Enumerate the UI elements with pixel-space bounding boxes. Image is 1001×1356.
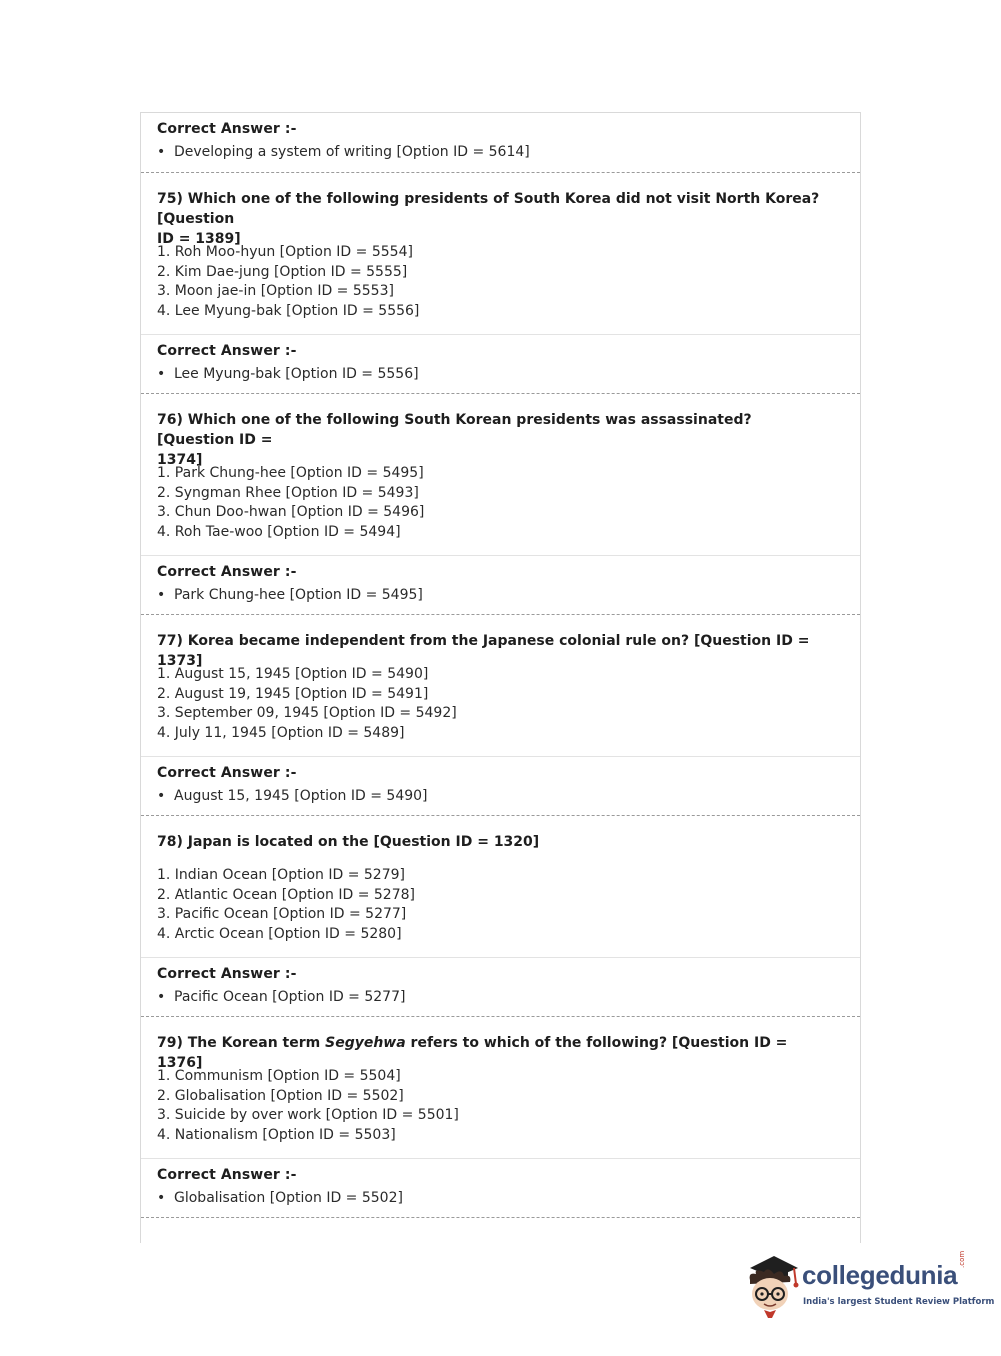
list-item: 4. Lee Myung-bak [Option ID = 5556] [157,302,420,319]
list-item: 2. Globalisation [Option ID = 5502] [157,1087,404,1104]
question-line: ID = 1389] [157,231,241,247]
question-suffix: refers to which of the following? [Question ID = 1376] [157,1035,788,1071]
question-line: 78) Japan is located on the [Question ID = 1320] [157,834,540,850]
answer-block-79 [141,1159,860,1218]
answer-block-78 [141,958,860,1017]
answer-value: Park Chung-hee [Option ID = 5495] [174,587,423,603]
answer-title: Correct Answer :- [157,343,297,359]
answer-title: Correct Answer :- [157,564,297,580]
list-item: 3. September 09, 1945 [Option ID = 5492] [157,705,457,722]
answer-block-75 [141,335,860,394]
logo-domain: .com [958,1250,966,1268]
list-item: 3. Chun Doo-hwan [Option ID = 5496] [157,504,425,521]
list-item: 1. Communism [Option ID = 5504] [157,1068,401,1084]
list-item: 3. Moon jae-in [Option ID = 5553] [157,283,394,300]
answer-value: Lee Myung-bak [Option ID = 5556] [174,366,419,382]
list-item: 1. August 15, 1945 [Option ID = 5490] [157,666,429,682]
question-term: Segyehwa [325,1035,406,1051]
question-block-76 [141,394,860,556]
answer-block-77 [141,757,860,816]
exam-sheet [140,112,861,1243]
answer-block-76 [141,556,860,615]
question-line: 1374] [157,452,203,468]
options-list [157,866,415,944]
options-list [157,243,419,321]
collegedunia-logo [742,1250,995,1320]
answer-title: Correct Answer :- [157,966,297,982]
bullet: • [157,587,166,603]
bullet: • [157,144,166,160]
answer-block-74 [141,113,860,173]
answer-value: Globalisation [Option ID = 5502] [174,1190,403,1206]
options-list [157,1067,459,1145]
question-text [157,189,830,249]
question-text [157,832,830,852]
logo-wordmark: collegedunia [802,1260,958,1290]
list-item: 1. Roh Moo-hyun [Option ID = 5554] [157,244,413,260]
question-block-77 [141,615,860,757]
bullet: • [157,366,166,382]
question-line: 77) Korea became independent from the Japanese colonial rule on? [Question ID = 1373] [157,633,810,669]
list-item: 1. Park Chung-hee [Option ID = 5495] [157,465,424,481]
options-list [157,665,457,743]
question-line: 76) Which one of the following South Korean presidents was assassinated? [Question ID = [157,412,752,448]
list-item: 4. Nationalism [Option ID = 5503] [157,1126,396,1143]
question-block-75 [141,173,860,335]
list-item: 2. Atlantic Ocean [Option ID = 5278] [157,886,415,903]
list-item: 1. Indian Ocean [Option ID = 5279] [157,867,405,883]
mascot-icon [742,1250,802,1320]
bullet: • [157,788,166,804]
question-block-79 [141,1017,860,1159]
question-prefix: 79) The Korean term [157,1035,326,1051]
answer-title: Correct Answer :- [157,1167,297,1183]
question-block-78 [141,816,860,958]
list-item: 2. Syngman Rhee [Option ID = 5493] [157,484,419,501]
list-item: 2. Kim Dae-jung [Option ID = 5555] [157,263,408,280]
list-item: 4. Roh Tae-woo [Option ID = 5494] [157,523,401,540]
answer-value: Developing a system of writing [Option ID = 5614] [174,144,530,160]
list-item: 4. July 11, 1945 [Option ID = 5489] [157,724,405,741]
answer-title: Correct Answer :- [157,765,297,781]
list-item: 2. August 19, 1945 [Option ID = 5491] [157,685,429,702]
bullet: • [157,1190,166,1206]
question-line: 75) Which one of the following presidents of South Korea did not visit North Korea? [Question [157,191,820,227]
question-text [157,410,830,470]
list-item: 3. Pacific Ocean [Option ID = 5277] [157,906,407,923]
options-list [157,464,424,542]
list-item: 4. Arctic Ocean [Option ID = 5280] [157,925,402,942]
logo-tagline: India's largest Student Review Platform [803,1297,995,1307]
answer-title: Correct Answer :- [157,121,297,137]
answer-value: Pacific Ocean [Option ID = 5277] [174,989,406,1005]
answer-value: August 15, 1945 [Option ID = 5490] [174,788,428,804]
list-item: 3. Suicide by over work [Option ID = 5501] [157,1107,459,1124]
bullet: • [157,989,166,1005]
